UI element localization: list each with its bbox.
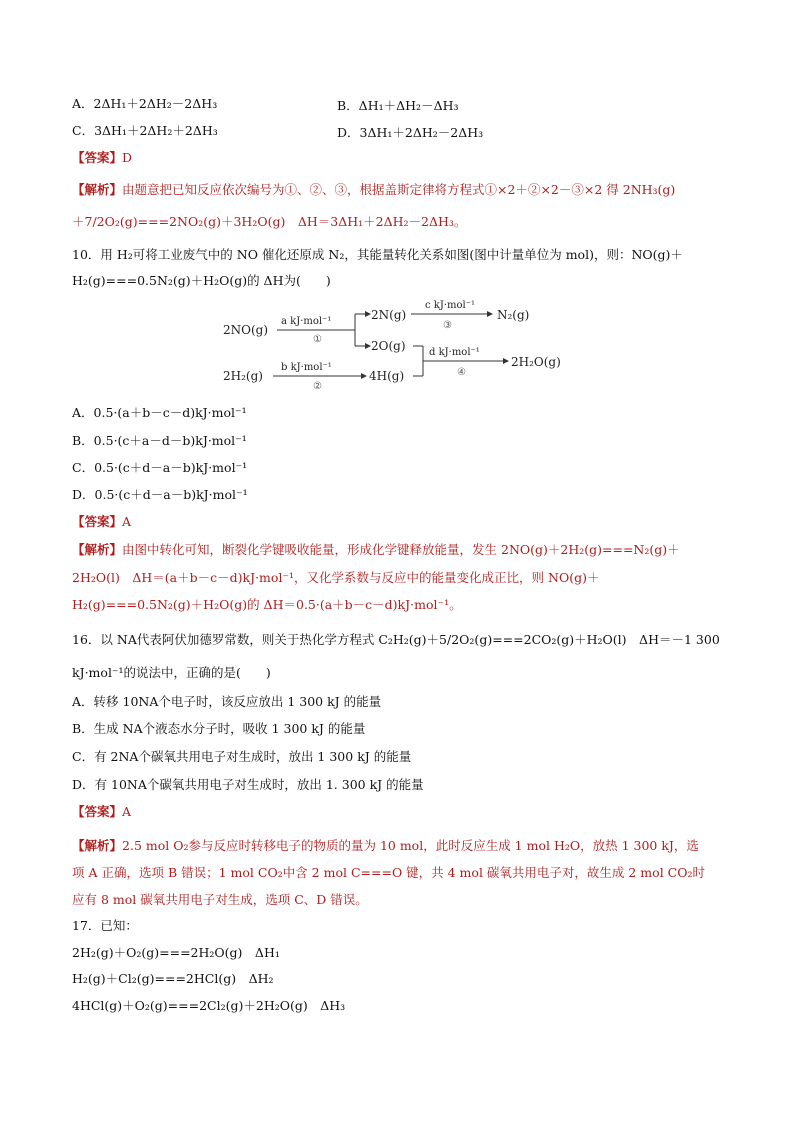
q16-analysis-line-2: 项 A 正确，选项 B 错误；1 mol CO₂中含 2 mol C===O 键，共 4 mol 碳氧共用电子对，故生成 2 mol CO₂时 <box>72 865 705 880</box>
energy-diagram <box>215 300 575 392</box>
q16-stem-line-2: kJ·mol⁻¹的说法中，正确的是( ) <box>72 665 271 680</box>
diagram-2no: 2NO(g) <box>223 323 269 337</box>
diagram-c2: ② <box>313 381 322 392</box>
diagram-c4: ④ <box>457 367 466 378</box>
diagram-2h2o: 2H₂O(g) <box>511 355 561 369</box>
q16-analysis-line-1 <box>72 838 699 854</box>
diagram-c: c kJ·mol⁻¹ <box>425 300 476 311</box>
q16-answer <box>72 804 131 820</box>
q10-option-a: A．0.5·(a＋b－c－d)kJ·mol⁻¹ <box>72 405 247 420</box>
diagram-2n: 2N(g) <box>371 308 407 322</box>
analysis-label: 【解析】 <box>72 542 123 557</box>
q10-option-d: D．0.5·(c＋d－a－b)kJ·mol⁻¹ <box>72 487 248 502</box>
diagram-n2: N₂(g) <box>497 308 530 322</box>
q10-answer <box>72 514 131 530</box>
diagram-d: d kJ·mol⁻¹ <box>429 347 480 358</box>
analysis-text: 由图中转化可知，断裂化学键吸收能量，形成化学键释放能量，发生 2NO(g)＋2H₂(g)===N₂(g)＋ <box>122 542 680 557</box>
q9-option-d: D．3ΔH₁＋2ΔH₂－2ΔH₃ <box>337 125 484 140</box>
q17-equation-3: 4HCl(g)＋O₂(g)===2Cl₂(g)＋2H₂O(g) ΔH₃ <box>72 998 346 1013</box>
analysis-text: 由题意把已知反应依次编号为①、②、③，根据盖斯定律将方程式①×2＋②×2－③×2 得 2NH₃(g) <box>122 182 676 197</box>
q9-option-b: B．ΔH₁＋ΔH₂－ΔH₃ <box>337 98 459 113</box>
q10-option-b: B．0.5·(c＋a－d－b)kJ·mol⁻¹ <box>72 433 247 448</box>
q16-option-a: A．转移 10NA个电子时，该反应放出 1 300 kJ 的能量 <box>72 694 382 709</box>
q10-stem-line-1: 10．用 H₂可将工业废气中的 NO 催化还原成 N₂，其能量转化关系如图(图中计量单位为 mol)，则：NO(g)＋ <box>72 247 683 262</box>
analysis-label: 【解析】 <box>72 182 123 197</box>
diagram-c1: ① <box>313 334 322 345</box>
q9-answer <box>72 150 132 166</box>
q10-analysis-line-1 <box>72 542 680 558</box>
q16-option-d: D．有 10NA个碳氧共用电子对生成时，放出 1. 300 kJ 的能量 <box>72 777 424 792</box>
answer-value: A <box>122 514 132 529</box>
analysis-label: 【解析】 <box>72 838 123 853</box>
diagram-2h2: 2H₂(g) <box>223 369 263 383</box>
diagram-c3: ③ <box>443 320 452 331</box>
answer-label: 【答案】 <box>72 514 123 529</box>
analysis-text: 2.5 mol O₂参与反应时转移电子的物质的量为 10 mol，此时反应生成 1 mol H₂O，放热 1 300 kJ，选 <box>122 838 699 853</box>
diagram-b: b kJ·mol⁻¹ <box>281 362 332 373</box>
answer-label: 【答案】 <box>72 804 123 819</box>
q17-equation-2: H₂(g)＋Cl₂(g)===2HCl(g) ΔH₂ <box>72 971 274 986</box>
q16-analysis-line-3: 应有 8 mol 碳氧共用电子对生成，选项 C、D 错误。 <box>72 892 368 907</box>
q10-stem-line-2: H₂(g)===0.5N₂(g)＋H₂O(g)的 ΔH为( ) <box>72 273 331 288</box>
q10-option-c: C．0.5·(c＋d－a－b)kJ·mol⁻¹ <box>72 460 248 475</box>
q17-stem: 17．已知： <box>72 918 138 933</box>
q16-option-b: B．生成 NA个液态水分子时，吸收 1 300 kJ 的能量 <box>72 721 366 736</box>
q17-equation-1: 2H₂(g)＋O₂(g)===2H₂O(g) ΔH₁ <box>72 945 280 960</box>
answer-value: A <box>122 804 132 819</box>
q9-analysis-line-1 <box>72 182 675 198</box>
q9-analysis-line-2: ＋7/2O₂(g)===2NO₂(g)＋3H₂O(g) ΔH＝3ΔH₁＋2ΔH₂－2ΔH₃。 <box>72 214 467 229</box>
answer-value: D <box>122 150 133 165</box>
q16-stem-line-1: 16．以 NA代表阿伏加德罗常数，则关于热化学方程式 C₂H₂(g)＋5/2O₂(g)===2CO₂(g)＋H₂O(l) ΔH＝－1 300 <box>72 632 720 647</box>
q10-analysis-line-2: 2H₂O(l) ΔH＝(a＋b－c－d)kJ·mol⁻¹，又化学系数与反应中的能量变化成正比，则 NO(g)＋ <box>72 570 600 585</box>
q10-analysis-line-3: H₂(g)===0.5N₂(g)＋H₂O(g)的 ΔH＝0.5·(a＋b－c－d)kJ·mol⁻¹。 <box>72 597 462 612</box>
diagram-a: a kJ·mol⁻¹ <box>281 316 332 327</box>
answer-label: 【答案】 <box>72 150 123 165</box>
diagram-2o: 2O(g) <box>371 339 406 353</box>
q16-option-c: C．有 2NA个碳氧共用电子对生成时，放出 1 300 kJ 的能量 <box>72 749 412 764</box>
diagram-4h: 4H(g) <box>369 369 405 383</box>
q9-option-a: A．2ΔH₁＋2ΔH₂－2ΔH₃ <box>72 96 218 111</box>
q9-option-c: C．3ΔH₁＋2ΔH₂＋2ΔH₃ <box>72 123 218 138</box>
